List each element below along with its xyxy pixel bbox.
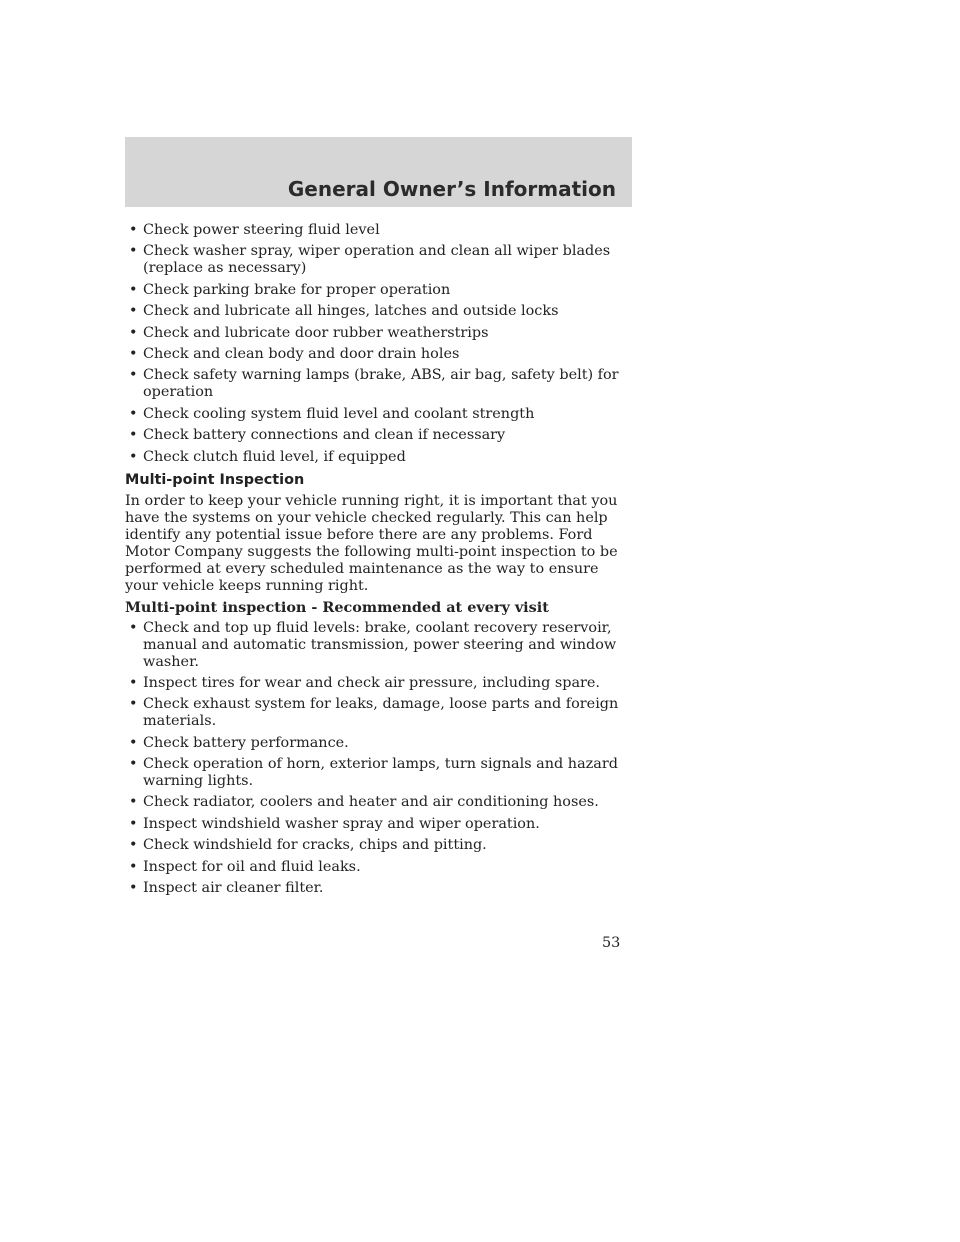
list-item: • Check battery performance. xyxy=(125,735,635,752)
section-header-band xyxy=(125,137,632,207)
list-item: • Check and lubricate all hinges, latches and outside locks xyxy=(125,303,635,320)
maintenance-checklist xyxy=(125,222,635,466)
inspection-checklist xyxy=(125,620,635,898)
page-number: 53 xyxy=(602,935,621,951)
section-paragraph: In order to keep your vehicle running right, it is important that you have the systems on your vehicle checked regularly. This can help identify any potential issue before there are any problems. Ford Motor Company suggests the following multi-point inspection to be performed at every scheduled maintenance as the way to ensure your vehicle keeps running right. xyxy=(125,492,618,594)
list-item: • Inspect for oil and fluid leaks. xyxy=(125,859,635,876)
list-item: • Check battery connections and clean if necessary xyxy=(125,427,635,444)
section-subheading: Multi-point inspection - Recommended at every visit xyxy=(125,598,549,616)
list-item: • Check exhaust system for leaks, damage, loose parts and foreign materials. xyxy=(125,696,635,730)
list-item: • Check parking brake for proper operation xyxy=(125,282,635,299)
list-item: • Check clutch fluid level, if equipped xyxy=(125,449,635,466)
list-item: • Inspect tires for wear and check air pressure, including spare. xyxy=(125,675,635,692)
section-title: General Owner’s Information xyxy=(287,177,616,201)
list-item: • Check radiator, coolers and heater and air conditioning hoses. xyxy=(125,794,635,811)
section-heading: Multi-point Inspection xyxy=(125,471,305,488)
list-item: • Check and top up fluid levels: brake, coolant recovery reservoir, manual and automatic transmission, power steering and window washer. xyxy=(125,620,635,671)
list-item: • Check windshield for cracks, chips and pitting. xyxy=(125,837,635,854)
list-item: • Check and lubricate door rubber weatherstrips xyxy=(125,325,635,342)
list-item: • Inspect air cleaner filter. xyxy=(125,880,635,897)
page-content xyxy=(125,222,635,901)
list-item: • Check cooling system fluid level and coolant strength xyxy=(125,406,635,423)
list-item: • Check power steering fluid level xyxy=(125,222,635,239)
list-item: • Check operation of horn, exterior lamps, turn signals and hazard warning lights. xyxy=(125,756,635,790)
list-item: • Check and clean body and door drain holes xyxy=(125,346,635,363)
list-item: • Check washer spray, wiper operation and clean all wiper blades (replace as necessary) xyxy=(125,243,635,277)
list-item: • Check safety warning lamps (brake, ABS, air bag, safety belt) for operation xyxy=(125,367,635,401)
list-item: • Inspect windshield washer spray and wiper operation. xyxy=(125,816,635,833)
